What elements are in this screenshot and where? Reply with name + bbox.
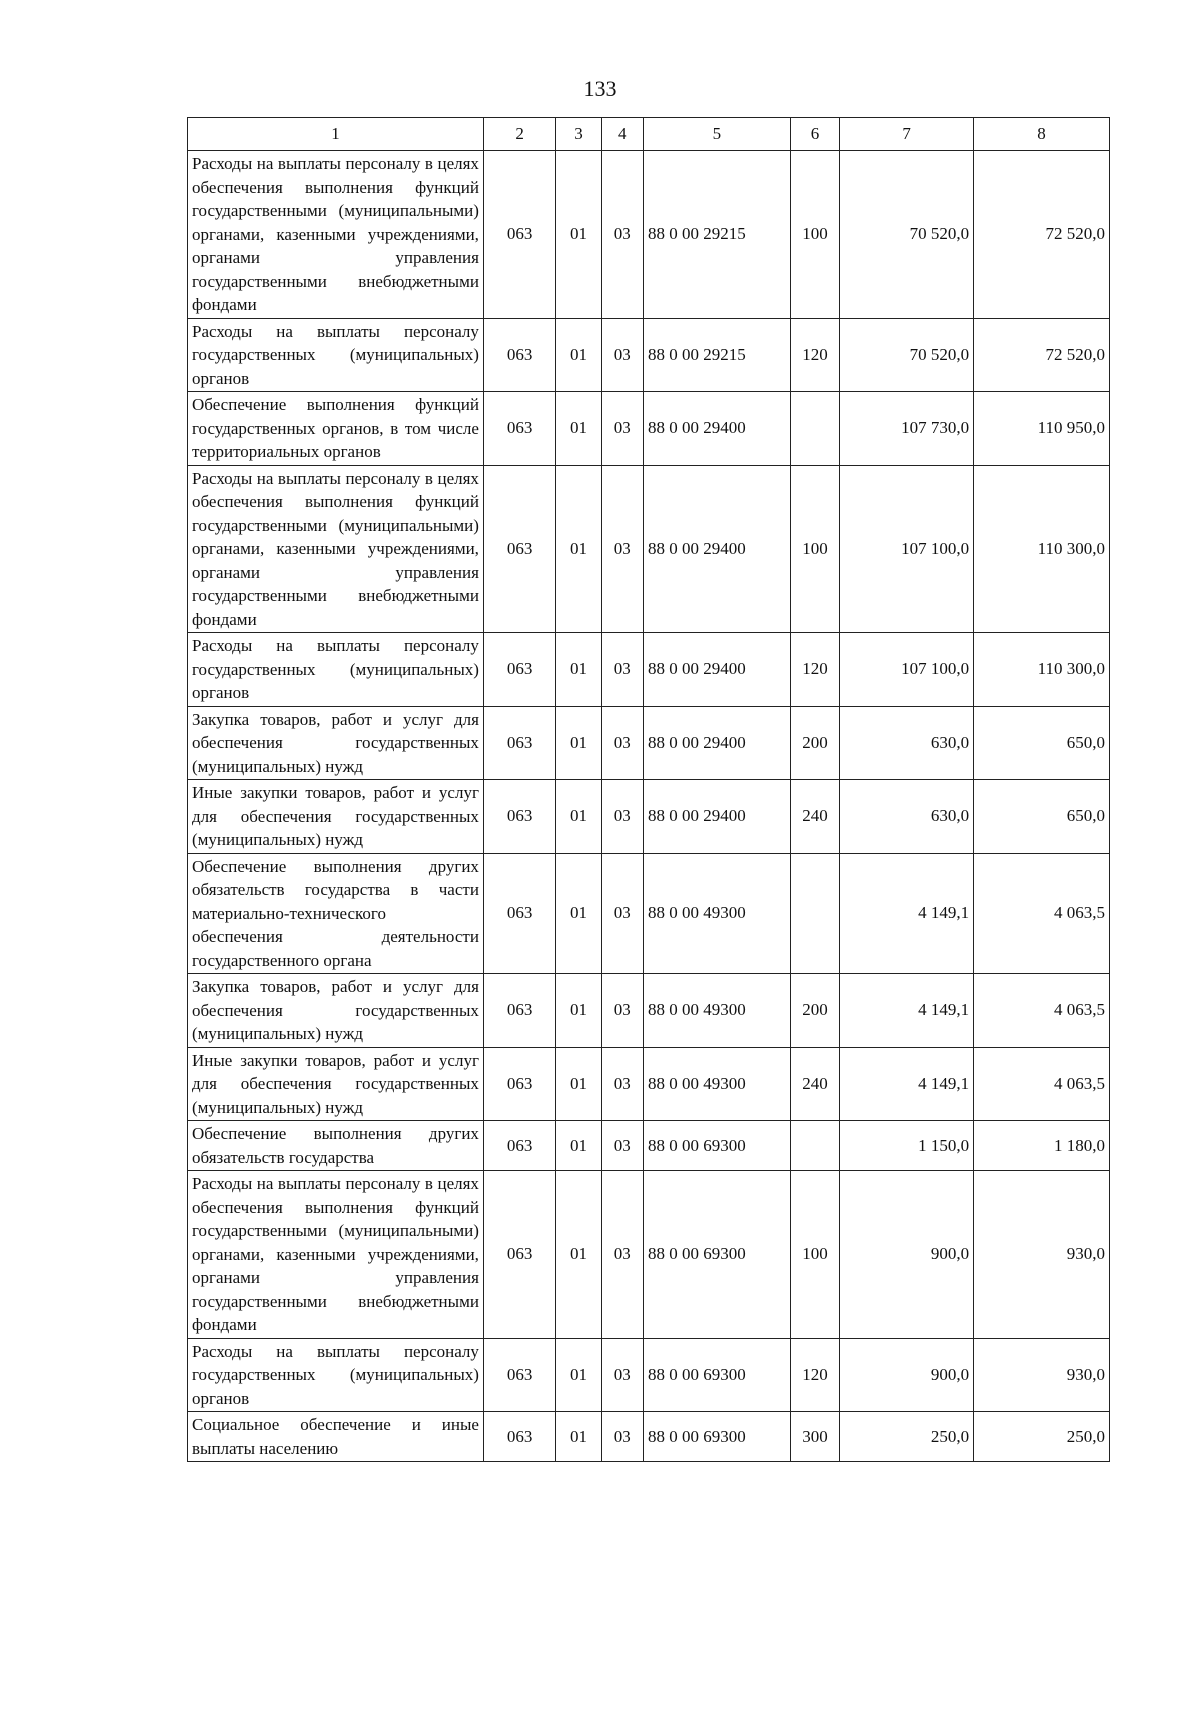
- cell-section: 01: [556, 1412, 601, 1462]
- cell-amount-col8: 650,0: [974, 706, 1110, 780]
- cell-expense-type: 300: [790, 1412, 839, 1462]
- cell-target-article: 88 0 00 29400: [643, 633, 790, 707]
- cell-ministry: 063: [483, 318, 555, 392]
- cell-amount-col8: 930,0: [974, 1338, 1110, 1412]
- cell-amount-col8: 110 300,0: [974, 465, 1110, 633]
- header-cell: 2: [483, 118, 555, 151]
- cell-target-article: 88 0 00 49300: [643, 1047, 790, 1121]
- cell-ministry: 063: [483, 1047, 555, 1121]
- cell-subsection: 03: [601, 974, 643, 1048]
- cell-target-article: 88 0 00 29215: [643, 318, 790, 392]
- cell-expense-type: [790, 1121, 839, 1171]
- cell-ministry: 063: [483, 633, 555, 707]
- table-row: [188, 853, 1110, 974]
- cell-target-article: 88 0 00 69300: [643, 1412, 790, 1462]
- cell-subsection: 03: [601, 465, 643, 633]
- cell-expense-type: 100: [790, 465, 839, 633]
- row-name: Обеспечение выполнения других обязательств государства в части материально-технического обеспечения деятельности государственного органа: [188, 853, 484, 974]
- cell-subsection: 03: [601, 780, 643, 854]
- cell-section: 01: [556, 1171, 601, 1339]
- cell-subsection: 03: [601, 392, 643, 466]
- header-cell: 4: [601, 118, 643, 151]
- cell-amount-col8: 4 063,5: [974, 974, 1110, 1048]
- cell-section: 01: [556, 465, 601, 633]
- cell-ministry: 063: [483, 465, 555, 633]
- cell-ministry: 063: [483, 1171, 555, 1339]
- cell-section: 01: [556, 780, 601, 854]
- cell-ministry: 063: [483, 1338, 555, 1412]
- cell-expense-type: 120: [790, 318, 839, 392]
- cell-section: 01: [556, 392, 601, 466]
- cell-section: 01: [556, 633, 601, 707]
- row-name: Социальное обеспечение и иные выплаты населению: [188, 1412, 484, 1462]
- cell-amount-col7: 630,0: [840, 706, 974, 780]
- budget-table: [187, 117, 1110, 1462]
- cell-section: 01: [556, 974, 601, 1048]
- cell-expense-type: 120: [790, 633, 839, 707]
- cell-ministry: 063: [483, 853, 555, 974]
- cell-amount-col7: 900,0: [840, 1338, 974, 1412]
- table-row: [188, 392, 1110, 466]
- cell-ministry: 063: [483, 706, 555, 780]
- cell-ministry: 063: [483, 974, 555, 1048]
- table-row: [188, 706, 1110, 780]
- cell-target-article: 88 0 00 29215: [643, 151, 790, 319]
- cell-amount-col7: 107 100,0: [840, 633, 974, 707]
- cell-section: 01: [556, 1121, 601, 1171]
- cell-subsection: 03: [601, 853, 643, 974]
- cell-target-article: 88 0 00 49300: [643, 853, 790, 974]
- row-name: Закупка товаров, работ и услуг для обеспечения государственных (муниципальных) нужд: [188, 974, 484, 1048]
- cell-amount-col7: 70 520,0: [840, 151, 974, 319]
- header-cell: 3: [556, 118, 601, 151]
- cell-expense-type: 240: [790, 1047, 839, 1121]
- cell-amount-col8: 110 950,0: [974, 392, 1110, 466]
- cell-section: 01: [556, 1047, 601, 1121]
- table-row: [188, 1171, 1110, 1339]
- cell-target-article: 88 0 00 69300: [643, 1121, 790, 1171]
- cell-amount-col8: 72 520,0: [974, 151, 1110, 319]
- header-cell: 7: [840, 118, 974, 151]
- cell-target-article: 88 0 00 29400: [643, 706, 790, 780]
- cell-amount-col7: 107 730,0: [840, 392, 974, 466]
- cell-amount-col8: 72 520,0: [974, 318, 1110, 392]
- row-name: Обеспечение выполнения других обязательств государства: [188, 1121, 484, 1171]
- row-name: Расходы на выплаты персоналу в целях обеспечения выполнения функций государственными (муниципальными) органами, казенными учреждениями, органами управления государственными внебюджетными фондами: [188, 1171, 484, 1339]
- cell-amount-col8: 110 300,0: [974, 633, 1110, 707]
- row-name: Расходы на выплаты персоналу в целях обеспечения выполнения функций государственными (муниципальными) органами, казенными учреждениями, органами управления государственными внебюджетными фондами: [188, 151, 484, 319]
- cell-amount-col8: 250,0: [974, 1412, 1110, 1462]
- cell-subsection: 03: [601, 1338, 643, 1412]
- row-name: Обеспечение выполнения функций государственных органов, в том числе территориальных органов: [188, 392, 484, 466]
- cell-amount-col7: 900,0: [840, 1171, 974, 1339]
- cell-amount-col8: 4 063,5: [974, 1047, 1110, 1121]
- cell-expense-type: 200: [790, 974, 839, 1048]
- cell-target-article: 88 0 00 29400: [643, 780, 790, 854]
- cell-subsection: 03: [601, 1171, 643, 1339]
- cell-expense-type: 200: [790, 706, 839, 780]
- cell-amount-col7: 4 149,1: [840, 1047, 974, 1121]
- cell-amount-col7: 107 100,0: [840, 465, 974, 633]
- cell-ministry: 063: [483, 1121, 555, 1171]
- table-row: [188, 465, 1110, 633]
- cell-target-article: 88 0 00 69300: [643, 1338, 790, 1412]
- table-row: [188, 1121, 1110, 1171]
- cell-amount-col7: 250,0: [840, 1412, 974, 1462]
- table-row: [188, 780, 1110, 854]
- table-row: [188, 151, 1110, 319]
- cell-section: 01: [556, 151, 601, 319]
- row-name: Иные закупки товаров, работ и услуг для обеспечения государственных (муниципальных) нужд: [188, 780, 484, 854]
- cell-ministry: 063: [483, 1412, 555, 1462]
- cell-expense-type: 100: [790, 1171, 839, 1339]
- cell-amount-col7: 70 520,0: [840, 318, 974, 392]
- row-name: Расходы на выплаты персоналу в целях обеспечения выполнения функций государственными (муниципальными) органами, казенными учреждениями, органами управления государственными внебюджетными фондами: [188, 465, 484, 633]
- header-cell: 5: [643, 118, 790, 151]
- table-row: [188, 1338, 1110, 1412]
- cell-subsection: 03: [601, 1047, 643, 1121]
- cell-target-article: 88 0 00 29400: [643, 392, 790, 466]
- header-cell: 6: [790, 118, 839, 151]
- cell-expense-type: 120: [790, 1338, 839, 1412]
- cell-expense-type: [790, 853, 839, 974]
- cell-section: 01: [556, 1338, 601, 1412]
- table-row: [188, 318, 1110, 392]
- row-name: Расходы на выплаты персоналу государственных (муниципальных) органов: [188, 633, 484, 707]
- cell-amount-col7: 1 150,0: [840, 1121, 974, 1171]
- table-row: [188, 1047, 1110, 1121]
- table-row: [188, 974, 1110, 1048]
- cell-subsection: 03: [601, 318, 643, 392]
- cell-expense-type: [790, 392, 839, 466]
- row-name: Закупка товаров, работ и услуг для обеспечения государственных (муниципальных) нужд: [188, 706, 484, 780]
- cell-amount-col7: 4 149,1: [840, 974, 974, 1048]
- cell-subsection: 03: [601, 633, 643, 707]
- cell-amount-col7: 630,0: [840, 780, 974, 854]
- row-name: Расходы на выплаты персоналу государственных (муниципальных) органов: [188, 1338, 484, 1412]
- cell-amount-col8: 1 180,0: [974, 1121, 1110, 1171]
- cell-ministry: 063: [483, 780, 555, 854]
- row-name: Иные закупки товаров, работ и услуг для обеспечения государственных (муниципальных) нужд: [188, 1047, 484, 1121]
- cell-section: 01: [556, 853, 601, 974]
- header-row: [188, 118, 1110, 151]
- cell-subsection: 03: [601, 151, 643, 319]
- table-row: [188, 633, 1110, 707]
- cell-subsection: 03: [601, 706, 643, 780]
- cell-section: 01: [556, 318, 601, 392]
- cell-amount-col7: 4 149,1: [840, 853, 974, 974]
- table-row: [188, 1412, 1110, 1462]
- cell-target-article: 88 0 00 29400: [643, 465, 790, 633]
- header-cell: 1: [188, 118, 484, 151]
- cell-subsection: 03: [601, 1121, 643, 1171]
- cell-subsection: 03: [601, 1412, 643, 1462]
- row-name: Расходы на выплаты персоналу государственных (муниципальных) органов: [188, 318, 484, 392]
- cell-ministry: 063: [483, 151, 555, 319]
- cell-amount-col8: 4 063,5: [974, 853, 1110, 974]
- cell-amount-col8: 650,0: [974, 780, 1110, 854]
- cell-expense-type: 240: [790, 780, 839, 854]
- cell-section: 01: [556, 706, 601, 780]
- cell-ministry: 063: [483, 392, 555, 466]
- cell-target-article: 88 0 00 49300: [643, 974, 790, 1048]
- header-cell: 8: [974, 118, 1110, 151]
- cell-expense-type: 100: [790, 151, 839, 319]
- page-number: 133: [583, 76, 617, 101]
- cell-amount-col8: 930,0: [974, 1171, 1110, 1339]
- cell-target-article: 88 0 00 69300: [643, 1171, 790, 1339]
